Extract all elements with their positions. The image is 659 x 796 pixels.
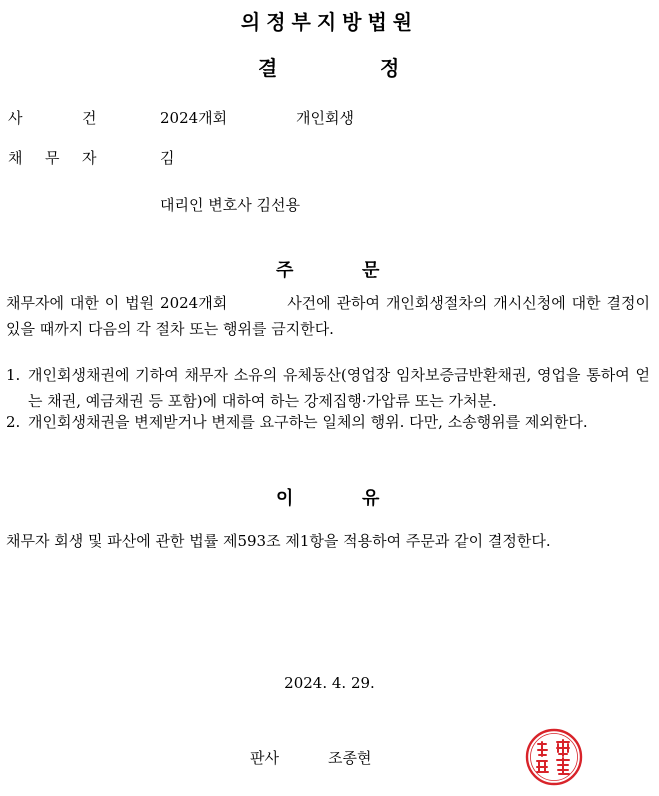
order-intro-part-1: 채무자에 대한 이 법원 2024개회 — [6, 294, 228, 312]
court-name: 의정부지방법원 — [240, 10, 419, 34]
document-title-left: 결 — [258, 56, 278, 80]
document-title-right: 정 — [380, 56, 400, 80]
debtor-label-char-2: 무 — [45, 149, 60, 167]
seal-glyphs — [537, 740, 569, 774]
reason-text: 채무자 회생 및 파산에 관한 법률 제593조 제1항을 적용하여 주문과 같이 결정한다. — [6, 532, 551, 550]
case-number: 2024개회 — [160, 109, 228, 127]
decision-date: 2024. 4. 29. — [284, 674, 375, 692]
reason-heading-right: 유 — [362, 488, 380, 509]
case-label-char-2: 건 — [82, 109, 97, 127]
order-item-number: 1. — [6, 366, 21, 384]
judge-seal — [525, 728, 583, 786]
order-item-1 — [6, 362, 650, 414]
case-label-char-1: 사 — [8, 109, 23, 127]
order-intro-part-2: 사건에 관하여 개인회생절차의 개시신청에 대한 결정이 있을 때까지 다음의 각 절차 또는 행위를 금지한다. — [6, 294, 650, 338]
order-item-2 — [6, 409, 650, 435]
debtor-name: 김 — [160, 149, 175, 167]
case-name: 개인회생 — [296, 109, 354, 127]
seal-ring — [527, 730, 581, 784]
seal-inner-ring — [531, 734, 578, 781]
order-item-text: 개인회생채권을 변제받거나 변제를 요구하는 일체의 행위. 다만, 소송행위를 제외한다. — [28, 413, 588, 431]
order-heading-right: 문 — [362, 260, 380, 281]
debtor-label-char-3: 자 — [82, 149, 97, 167]
order-item-text: 개인회생채권에 기하여 채무자 소유의 유체동산(영업장 임차보증금반환채권, 영업을 통하여 얻는 채권, 예금채권 등 포함)에 대하여 하는 강제집행·가압류 또는 가처분. — [28, 366, 650, 410]
judge-title: 판사 — [250, 749, 279, 767]
reason-heading-left: 이 — [276, 488, 294, 509]
order-heading-left: 주 — [276, 260, 294, 281]
judge-name: 조종현 — [328, 749, 372, 767]
order-item-number: 2. — [6, 413, 21, 431]
order-intro-paragraph — [6, 290, 650, 342]
debtor-agent: 대리인 변호사 김선용 — [160, 196, 300, 214]
debtor-label-char-1: 채 — [8, 149, 23, 167]
